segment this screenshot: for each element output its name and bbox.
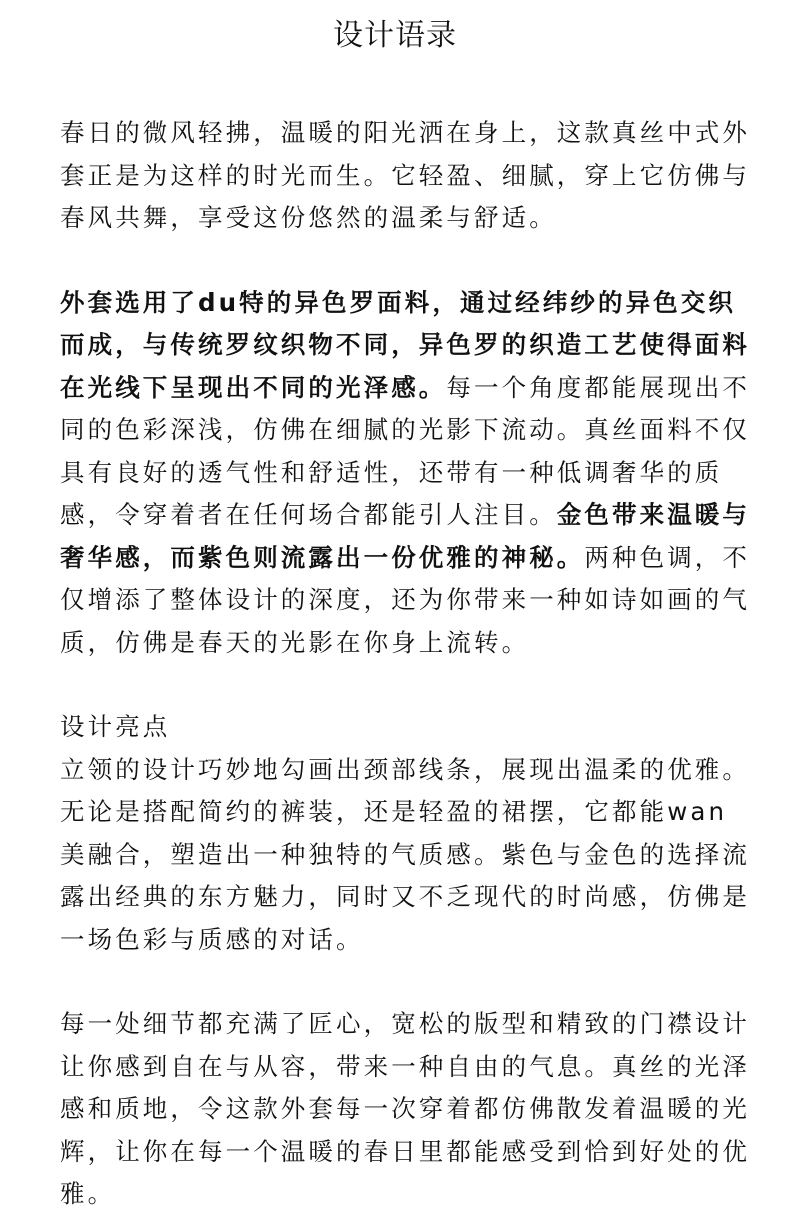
highlights-heading: 设计亮点 bbox=[60, 712, 171, 741]
fabric-paragraph bbox=[60, 282, 750, 665]
details-paragraph: 每一处细节都充满了匠心，宽松的版型和精致的门襟设计让你感到自在与从容，带来一种自由的气息。真丝的光泽感和质地，令这款外套每一次穿着都仿佛散发着温暖的光辉，让你在每一个温暖的春日里都能感受到恰到好处的优雅。 bbox=[60, 1009, 750, 1208]
fabric-bold-text-1: 外套选用了du特的异色罗面料，通过经纬纱的异色交织而成，与传统罗纹织物不同，异色罗的织造工艺使得面料在光线下呈现出不同的光泽感。 bbox=[60, 287, 750, 402]
article-body bbox=[60, 112, 750, 1216]
fabric-bold-text-2: 金色带来温暖与奢华感，而紫色则流露出一份优雅的神秘。 bbox=[60, 500, 751, 572]
fabric-text-2: 两种色调，不仅增添了整体设计的深度，还为你带来一种如诗如画的气质，仿佛是春天的光影在你身上流转。 bbox=[60, 542, 751, 657]
fabric-text-1: 每一个角度都能展现出不同的色彩深浅，仿佛在细腻的光影下流动。真丝面料不仅具有良好的透气性和舒适性，还带有一种低调奢华的质感，令穿着者在任何场合都能引人注目。 bbox=[60, 372, 751, 529]
highlights-paragraph: 立领的设计巧妙地勾画出颈部线条，展现出温柔的优雅。无论是搭配简约的裤装，还是轻盈的裙摆，它都能wan美融合，塑造出一种独特的气质感。紫色与金色的选择流露出经典的东方魅力，同时又不乏现代的时尚感，仿佛是一场色彩与质感的对话。 bbox=[60, 754, 750, 954]
page-title: 设计语录 bbox=[333, 18, 457, 53]
intro-paragraph: 春日的微风轻拂，温暖的阳光洒在身上，这款真丝中式外套正是为这样的时光而生。它轻盈、细腻，穿上它仿佛与春风共舞，享受这份悠然的温柔与舒适。 bbox=[60, 118, 750, 232]
highlights-section bbox=[60, 706, 750, 961]
